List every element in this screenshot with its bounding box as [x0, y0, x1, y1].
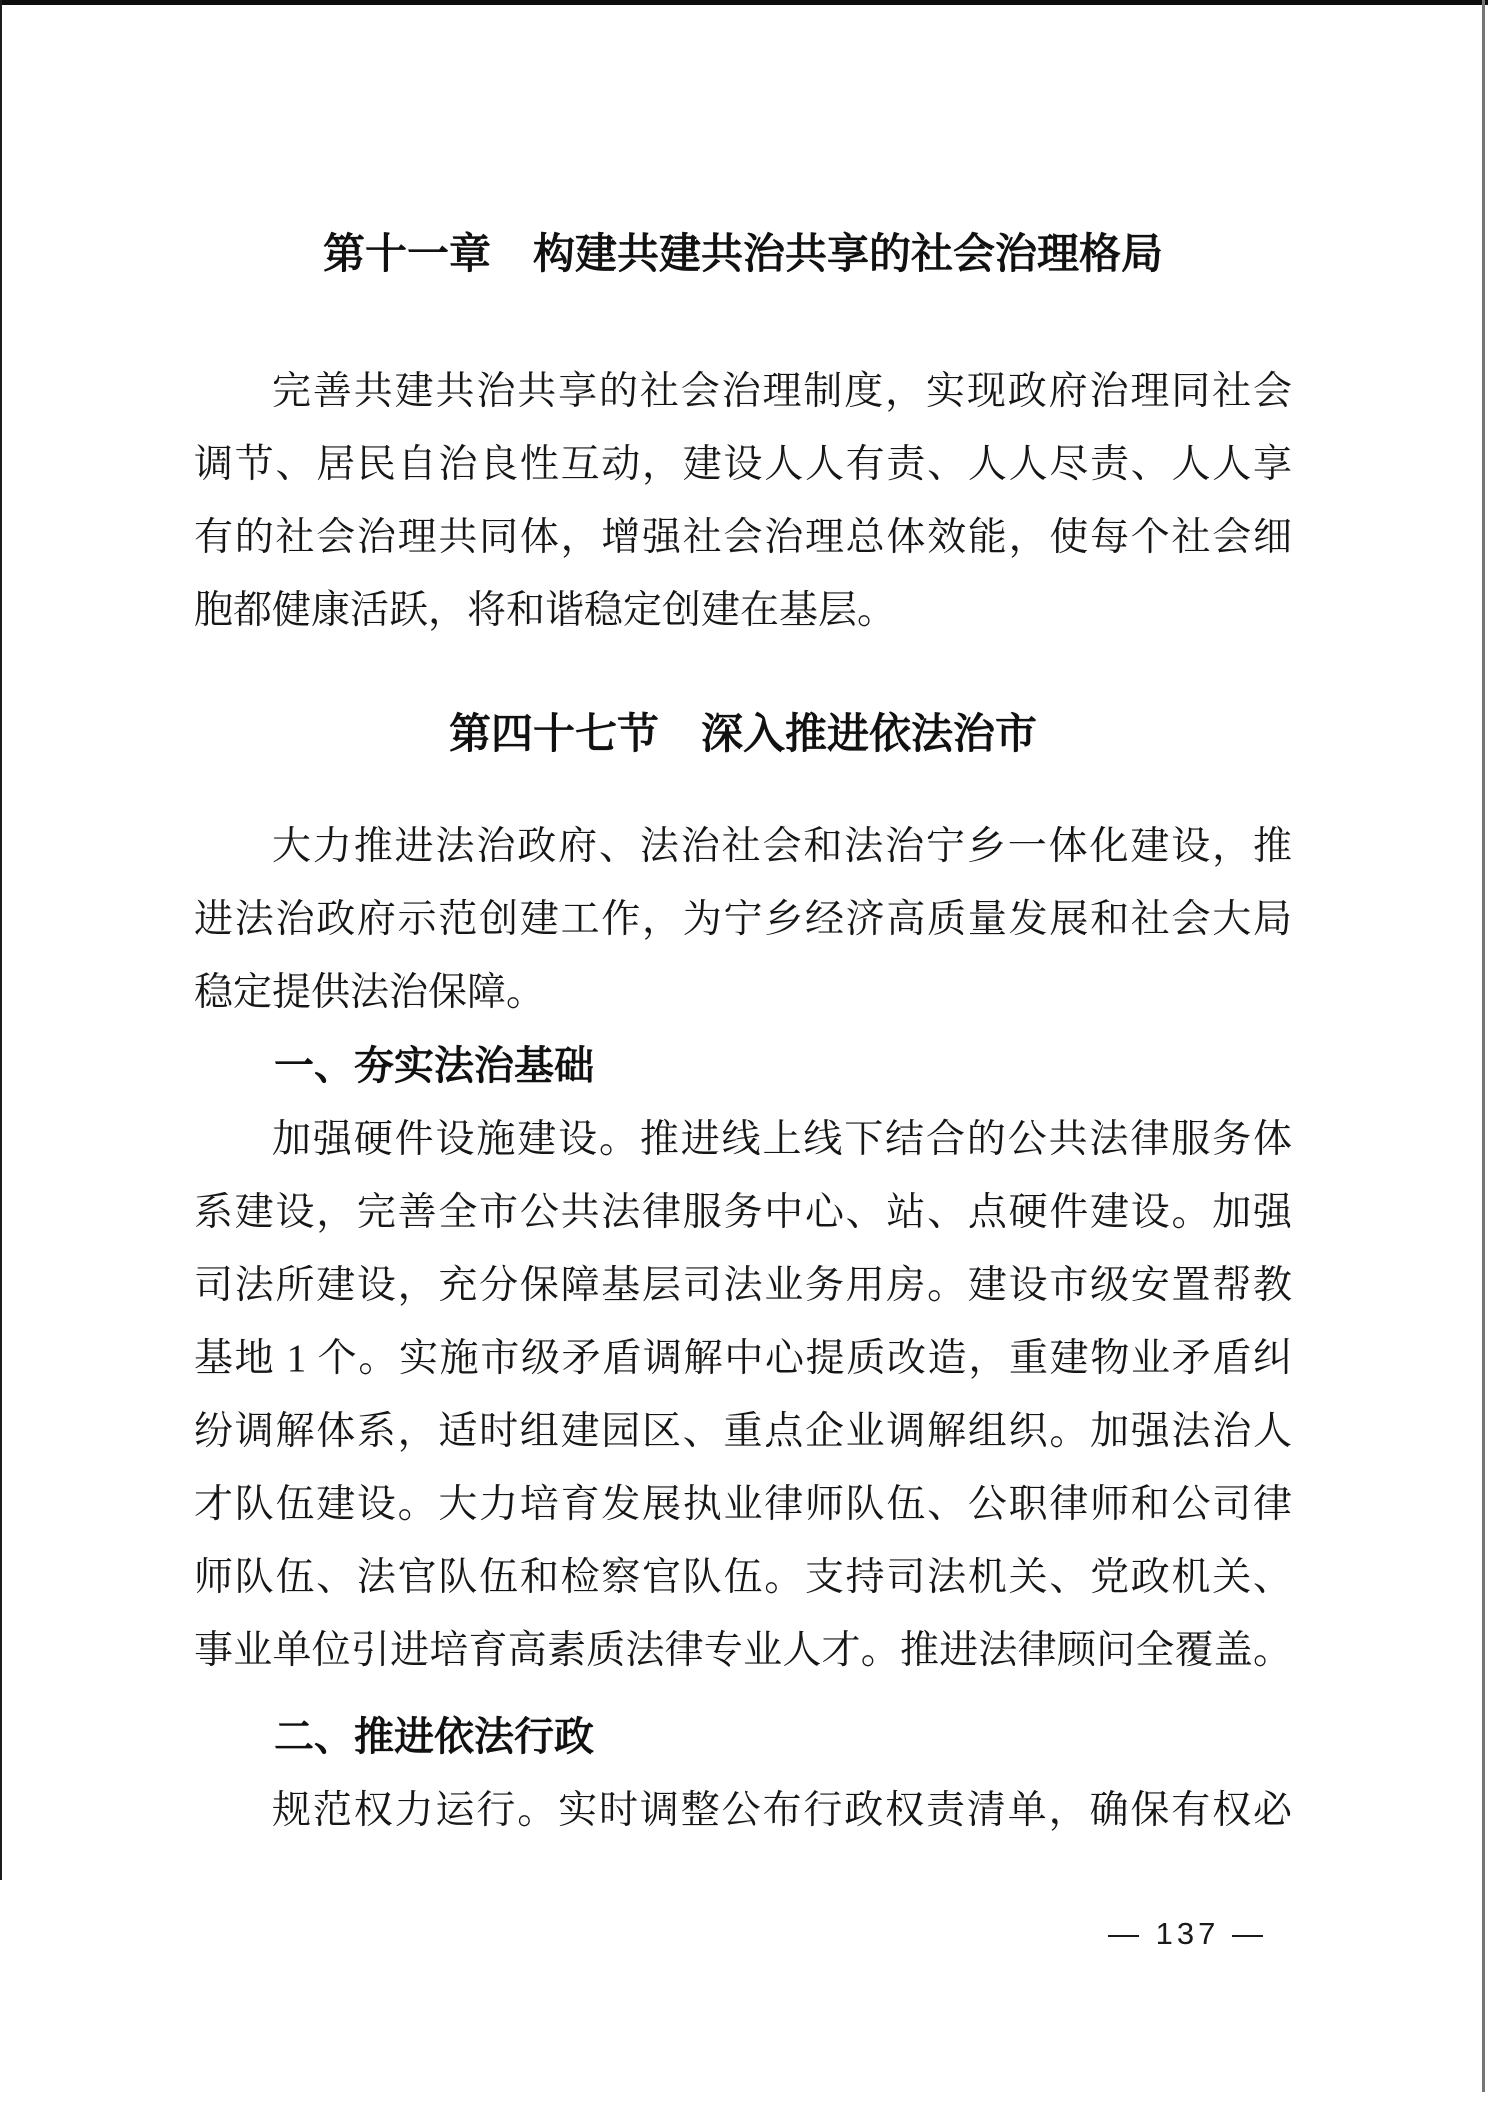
text-line: 调节、居民自治良性互动，建设人人有责、人人尽责、人人享 — [194, 443, 1292, 486]
text-line: 系建设，完善全市公共法律服务中心、站、点硬件建设。加强 — [194, 1191, 1292, 1234]
text-line: 才队伍建设。大力培育发展执业律师队伍、公职律师和公司律 — [194, 1483, 1292, 1526]
text-line: 有的社会治理共同体，增强社会治理总体效能，使每个社会细 — [194, 516, 1292, 559]
text-line: 进法治政府示范创建工作，为宁乡经济高质量发展和社会大局 — [194, 898, 1292, 941]
paragraph-1 — [194, 355, 1292, 647]
text-line: 基地 1 个。实施市级矛盾调解中心提质改造，重建物业矛盾纠 — [194, 1337, 1292, 1380]
page-content — [194, 0, 1292, 1847]
paragraph-2 — [194, 810, 1292, 1029]
section-title: 第四十七节 深入推进依法治市 — [448, 710, 1037, 757]
chapter-title: 第十一章 构建共建共治共享的社会治理格局 — [322, 230, 1163, 277]
sub-heading-2: 二、推进依法行政 — [274, 1715, 594, 1759]
text-line: 事业单位引进培育高素质法律专业人才。推进法律顾问全覆盖。 — [194, 1629, 1292, 1672]
text-line: 规范权力运行。实时调整公布行政权责清单，确保有权必 — [272, 1789, 1292, 1832]
sub-heading-1: 一、夯实法治基础 — [274, 1044, 594, 1088]
text-line: 司法所建设，充分保障基层司法业务用房。建设市级安置帮教 — [194, 1264, 1292, 1307]
paragraph-4 — [194, 1774, 1292, 1847]
text-line: 加强硬件设施建设。推进线上线下结合的公共法律服务体 — [272, 1118, 1292, 1161]
scan-edge-right — [1482, 0, 1485, 2092]
text-line: 稳定提供法治保障。 — [194, 971, 546, 1014]
paragraph-3 — [194, 1103, 1292, 1687]
text-line: 完善共建共治共享的社会治理制度，实现政府治理同社会 — [272, 370, 1292, 413]
text-line: 大力推进法治政府、法治社会和法治宁乡一体化建设，推 — [272, 825, 1292, 868]
text-line: 胞都健康活跃，将和谐稳定创建在基层。 — [194, 589, 897, 632]
text-line: 纷调解体系，适时组建园区、重点企业调解组织。加强法治人 — [194, 1410, 1292, 1453]
text-line: 师队伍、法官队伍和检察官队伍。支持司法机关、党政机关、 — [194, 1556, 1292, 1599]
scan-edge-left — [0, 0, 2, 1880]
page-number: — 137 — — [1108, 1916, 1267, 1951]
